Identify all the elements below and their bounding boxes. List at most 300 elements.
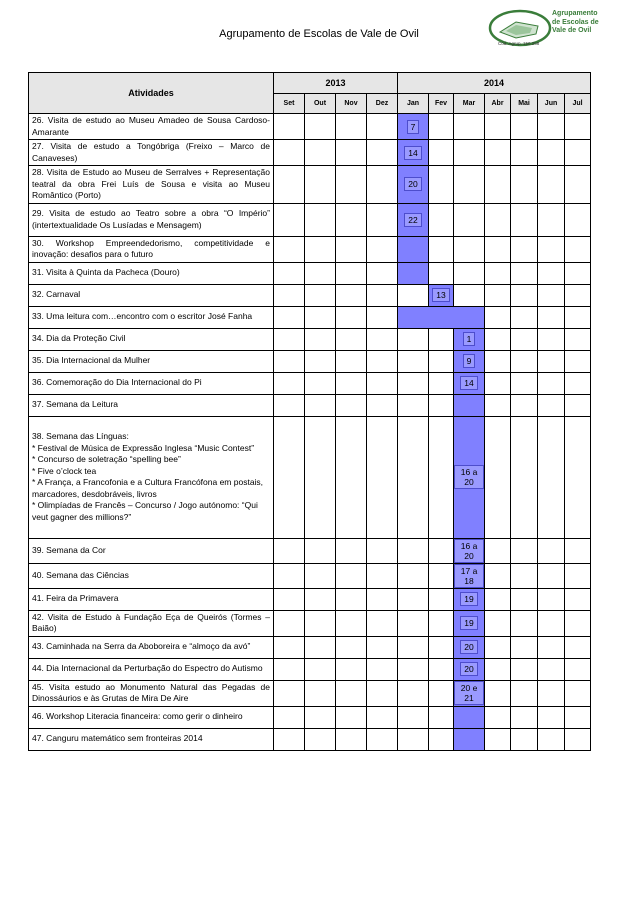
empty-cell-jun — [538, 538, 565, 563]
activity-cell: 45. Visita estudo ao Monumento Natural das Pegadas de Dinossáurios e às Grutas de Mira De Aire — [29, 680, 274, 706]
scheduled-cell-mar — [454, 680, 485, 706]
scheduled-cell-mar — [454, 728, 485, 750]
empty-cell-out — [305, 166, 336, 204]
empty-cell-out — [305, 563, 336, 588]
activity-cell: 34. Dia da Proteção Civil — [29, 328, 274, 350]
activity-cell: 32. Carnaval — [29, 284, 274, 306]
empty-cell-nov — [336, 680, 367, 706]
activity-cell: 27. Visita de estudo a Tongóbriga (Freixo – Marco de Canaveses) — [29, 140, 274, 166]
empty-cell-dez — [367, 306, 398, 328]
empty-cell-nov — [336, 394, 367, 416]
empty-cell-fev — [429, 416, 454, 538]
date-badge: 9 — [463, 354, 476, 368]
empty-cell-jul — [565, 563, 591, 588]
empty-cell-jun — [538, 610, 565, 636]
activity-cell: 31. Visita à Quinta da Pacheca (Douro) — [29, 262, 274, 284]
activity-cell: 29. Visita de estudo ao Teatro sobre a obra “O Império” (intertextualidade Os Lusíadas e Mensagem) — [29, 203, 274, 236]
empty-cell-dez — [367, 728, 398, 750]
empty-cell-abr — [485, 706, 511, 728]
empty-cell-abr — [485, 306, 511, 328]
empty-cell-jun — [538, 114, 565, 140]
empty-cell-jan — [398, 588, 429, 610]
empty-cell-nov — [336, 284, 367, 306]
empty-cell-dez — [367, 680, 398, 706]
table-row — [29, 416, 591, 538]
empty-cell-jul — [565, 416, 591, 538]
activity-cell: 40. Semana das Ciências — [29, 563, 274, 588]
activity-cell: 43. Caminhada na Serra da Aboboreira e “almoço da avó” — [29, 636, 274, 658]
date-badge: 20 — [460, 640, 477, 654]
empty-cell-dez — [367, 114, 398, 140]
activities-header: Atividades — [29, 73, 274, 114]
empty-cell-mar — [454, 140, 485, 166]
empty-cell-mar — [454, 203, 485, 236]
activity-cell: 42. Visita de Estudo à Fundação Eça de Queirós (Tormes – Baião) — [29, 610, 274, 636]
activity-cell: 33. Uma leitura com…encontro com o escritor José Fanha — [29, 306, 274, 328]
scheduled-cell-mar — [454, 328, 485, 350]
month-header-jul: Jul — [565, 94, 591, 114]
empty-cell-abr — [485, 563, 511, 588]
table-row — [29, 588, 591, 610]
empty-cell-fev — [429, 166, 454, 204]
scheduled-cell-jan — [398, 166, 429, 204]
scheduled-cell-mar — [454, 636, 485, 658]
empty-cell-jul — [565, 166, 591, 204]
table-row — [29, 328, 591, 350]
empty-cell-fev — [429, 538, 454, 563]
empty-cell-mar — [454, 236, 485, 262]
date-badge: 14 — [460, 376, 477, 390]
empty-cell-abr — [485, 114, 511, 140]
empty-cell-mai — [511, 636, 538, 658]
empty-cell-mar — [454, 114, 485, 140]
empty-cell-out — [305, 328, 336, 350]
empty-cell-fev — [429, 372, 454, 394]
empty-cell-nov — [336, 350, 367, 372]
empty-cell-dez — [367, 588, 398, 610]
empty-cell-nov — [336, 610, 367, 636]
table-row — [29, 563, 591, 588]
empty-cell-set — [274, 262, 305, 284]
date-badge: 22 — [404, 213, 421, 227]
table-row — [29, 114, 591, 140]
empty-cell-fev — [429, 680, 454, 706]
empty-cell-jul — [565, 114, 591, 140]
empty-cell-jan — [398, 680, 429, 706]
empty-cell-mai — [511, 588, 538, 610]
empty-cell-fev — [429, 203, 454, 236]
empty-cell-nov — [336, 372, 367, 394]
empty-cell-jun — [538, 706, 565, 728]
month-header-jan: Jan — [398, 94, 429, 114]
empty-cell-nov — [336, 306, 367, 328]
empty-cell-set — [274, 706, 305, 728]
logo-subtext: Cód. Agrup. 150 258 — [498, 41, 540, 46]
empty-cell-abr — [485, 394, 511, 416]
empty-cell-out — [305, 372, 336, 394]
empty-cell-jul — [565, 538, 591, 563]
year-header-2013: 2013 — [274, 73, 398, 94]
date-badge: 14 — [404, 146, 421, 160]
empty-cell-jan — [398, 563, 429, 588]
empty-cell-mai — [511, 114, 538, 140]
table-row — [29, 203, 591, 236]
empty-cell-abr — [485, 680, 511, 706]
scheduled-cell-mar — [454, 658, 485, 680]
table-row — [29, 728, 591, 750]
empty-cell-abr — [485, 166, 511, 204]
empty-cell-jun — [538, 140, 565, 166]
empty-cell-mai — [511, 416, 538, 538]
scheduled-cell-jan — [398, 262, 429, 284]
empty-cell-jan — [398, 328, 429, 350]
empty-cell-abr — [485, 658, 511, 680]
empty-cell-set — [274, 610, 305, 636]
empty-cell-abr — [485, 350, 511, 372]
empty-cell-set — [274, 728, 305, 750]
empty-cell-jul — [565, 140, 591, 166]
empty-cell-nov — [336, 262, 367, 284]
table-row — [29, 350, 591, 372]
empty-cell-nov — [336, 588, 367, 610]
empty-cell-mar — [454, 284, 485, 306]
date-badge: 16 a 20 — [454, 465, 484, 489]
table-row — [29, 706, 591, 728]
empty-cell-out — [305, 588, 336, 610]
empty-cell-fev — [429, 706, 454, 728]
table-row — [29, 236, 591, 262]
scheduled-cell-jan — [398, 140, 429, 166]
empty-cell-jan — [398, 416, 429, 538]
empty-cell-fev — [429, 236, 454, 262]
empty-cell-fev — [429, 610, 454, 636]
empty-cell-dez — [367, 706, 398, 728]
empty-cell-jun — [538, 284, 565, 306]
empty-cell-abr — [485, 538, 511, 563]
month-header-out: Out — [305, 94, 336, 114]
empty-cell-abr — [485, 416, 511, 538]
empty-cell-set — [274, 114, 305, 140]
empty-cell-nov — [336, 166, 367, 204]
scheduled-cell-mar — [454, 538, 485, 563]
empty-cell-dez — [367, 328, 398, 350]
date-badge: 7 — [407, 120, 420, 134]
scheduled-cell-mar — [454, 372, 485, 394]
empty-cell-abr — [485, 203, 511, 236]
scheduled-cell-mar — [454, 610, 485, 636]
empty-cell-set — [274, 350, 305, 372]
empty-cell-dez — [367, 372, 398, 394]
empty-cell-set — [274, 372, 305, 394]
empty-cell-abr — [485, 236, 511, 262]
empty-cell-mai — [511, 728, 538, 750]
empty-cell-jul — [565, 658, 591, 680]
scheduled-cell-mar — [454, 563, 485, 588]
empty-cell-fev — [429, 350, 454, 372]
activity-cell: 30. Workshop Empreendedorismo, competitividade e inovação: desafios para o futuro — [29, 236, 274, 262]
empty-cell-fev — [429, 140, 454, 166]
empty-cell-jul — [565, 728, 591, 750]
empty-cell-nov — [336, 728, 367, 750]
table-row — [29, 284, 591, 306]
empty-cell-set — [274, 306, 305, 328]
empty-cell-out — [305, 706, 336, 728]
activity-cell: 47. Canguru matemático sem fronteiras 2014 — [29, 728, 274, 750]
empty-cell-out — [305, 140, 336, 166]
empty-cell-jun — [538, 372, 565, 394]
date-badge: 20 e 21 — [454, 681, 484, 705]
activity-cell: 39. Semana da Cor — [29, 538, 274, 563]
empty-cell-dez — [367, 610, 398, 636]
empty-cell-jun — [538, 306, 565, 328]
activity-cell: 26. Visita de estudo ao Museu Amadeo de Sousa Cardoso- Amarante — [29, 114, 274, 140]
date-badge: 19 — [460, 592, 477, 606]
empty-cell-dez — [367, 166, 398, 204]
empty-cell-mai — [511, 328, 538, 350]
empty-cell-dez — [367, 262, 398, 284]
date-badge: 13 — [432, 288, 449, 302]
empty-cell-mai — [511, 658, 538, 680]
activity-cell: 44. Dia Internacional da Perturbação do Espectro do Autismo — [29, 658, 274, 680]
empty-cell-jun — [538, 728, 565, 750]
empty-cell-set — [274, 140, 305, 166]
empty-cell-abr — [485, 372, 511, 394]
empty-cell-jun — [538, 166, 565, 204]
empty-cell-dez — [367, 350, 398, 372]
table-row — [29, 538, 591, 563]
empty-cell-fev — [429, 114, 454, 140]
empty-cell-mai — [511, 680, 538, 706]
empty-cell-jan — [398, 284, 429, 306]
empty-cell-nov — [336, 236, 367, 262]
activity-cell: 46. Workshop Literacia financeira: como gerir o dinheiro — [29, 706, 274, 728]
empty-cell-nov — [336, 140, 367, 166]
empty-cell-mai — [511, 350, 538, 372]
page-header-title: Agrupamento de Escolas de Vale de Ovil — [219, 28, 419, 40]
empty-cell-jan — [398, 538, 429, 563]
empty-cell-jul — [565, 328, 591, 350]
empty-cell-set — [274, 563, 305, 588]
empty-cell-out — [305, 262, 336, 284]
activity-cell: 37. Semana da Leitura — [29, 394, 274, 416]
activity-cell: 35. Dia Internacional da Mulher — [29, 350, 274, 372]
table-row — [29, 610, 591, 636]
empty-cell-fev — [429, 394, 454, 416]
empty-cell-out — [305, 284, 336, 306]
activity-cell: 38. Semana das Línguas: * Festival de Música de Expressão Inglesa “Music Contest” * Concurso de soletração “spelling bee” * Five o’clock tea * A França, a Francofonia e a Cultura Francófona em postais, marcadores, desdobráveis, livros * Olimpíadas de Francês – Concurso / Jogo autónomo: “Qui veut gagner des millions?” — [29, 416, 274, 538]
empty-cell-dez — [367, 563, 398, 588]
table-row — [29, 680, 591, 706]
table-row — [29, 658, 591, 680]
empty-cell-nov — [336, 328, 367, 350]
table-row — [29, 166, 591, 204]
empty-cell-abr — [485, 140, 511, 166]
empty-cell-jun — [538, 328, 565, 350]
empty-cell-jul — [565, 306, 591, 328]
empty-cell-jun — [538, 236, 565, 262]
empty-cell-jan — [398, 394, 429, 416]
empty-cell-nov — [336, 658, 367, 680]
empty-cell-abr — [485, 284, 511, 306]
scheduled-cell-jan — [398, 114, 429, 140]
empty-cell-set — [274, 166, 305, 204]
empty-cell-jan — [398, 636, 429, 658]
month-header-jun: Jun — [538, 94, 565, 114]
empty-cell-set — [274, 538, 305, 563]
date-badge: 17 a 18 — [454, 564, 484, 588]
empty-cell-mai — [511, 306, 538, 328]
scheduled-cell-mar — [454, 350, 485, 372]
scheduled-cell-jan — [398, 306, 485, 328]
empty-cell-jun — [538, 636, 565, 658]
activity-cell: 36. Comemoração do Dia Internacional do Pi — [29, 372, 274, 394]
date-badge: 1 — [463, 332, 476, 346]
empty-cell-fev — [429, 658, 454, 680]
empty-cell-abr — [485, 262, 511, 284]
empty-cell-dez — [367, 658, 398, 680]
empty-cell-jun — [538, 203, 565, 236]
month-header-dez: Dez — [367, 94, 398, 114]
empty-cell-jun — [538, 394, 565, 416]
scheduled-cell-jan — [398, 203, 429, 236]
year-header-2014: 2014 — [398, 73, 591, 94]
empty-cell-jul — [565, 610, 591, 636]
empty-cell-jun — [538, 658, 565, 680]
empty-cell-set — [274, 236, 305, 262]
empty-cell-mai — [511, 394, 538, 416]
empty-cell-out — [305, 610, 336, 636]
empty-cell-abr — [485, 588, 511, 610]
empty-cell-mar — [454, 166, 485, 204]
empty-cell-set — [274, 203, 305, 236]
date-badge: 20 — [404, 177, 421, 191]
scheduled-cell-mar — [454, 416, 485, 538]
table-row — [29, 306, 591, 328]
empty-cell-mai — [511, 236, 538, 262]
scheduled-cell-mar — [454, 588, 485, 610]
month-header-set: Set — [274, 94, 305, 114]
empty-cell-mai — [511, 262, 538, 284]
empty-cell-mar — [454, 262, 485, 284]
empty-cell-mai — [511, 610, 538, 636]
empty-cell-jul — [565, 262, 591, 284]
empty-cell-jul — [565, 284, 591, 306]
empty-cell-fev — [429, 328, 454, 350]
empty-cell-out — [305, 680, 336, 706]
empty-cell-jun — [538, 262, 565, 284]
date-badge: 16 a 20 — [454, 539, 484, 563]
table-row — [29, 140, 591, 166]
month-header-mar: Mar — [454, 94, 485, 114]
empty-cell-fev — [429, 563, 454, 588]
empty-cell-mai — [511, 284, 538, 306]
empty-cell-set — [274, 416, 305, 538]
empty-cell-jan — [398, 372, 429, 394]
empty-cell-nov — [336, 563, 367, 588]
logo-text: Agrupamento de Escolas de Vale de Ovil — [552, 10, 599, 34]
empty-cell-set — [274, 328, 305, 350]
empty-cell-jun — [538, 680, 565, 706]
empty-cell-out — [305, 394, 336, 416]
empty-cell-fev — [429, 588, 454, 610]
empty-cell-jun — [538, 350, 565, 372]
empty-cell-dez — [367, 538, 398, 563]
month-header-mai: Mai — [511, 94, 538, 114]
empty-cell-out — [305, 114, 336, 140]
empty-cell-jul — [565, 372, 591, 394]
empty-cell-out — [305, 350, 336, 372]
empty-cell-fev — [429, 728, 454, 750]
empty-cell-mai — [511, 140, 538, 166]
empty-cell-jan — [398, 706, 429, 728]
empty-cell-set — [274, 636, 305, 658]
empty-cell-jul — [565, 636, 591, 658]
empty-cell-mai — [511, 372, 538, 394]
empty-cell-jun — [538, 416, 565, 538]
activity-cell: 28. Visita de Estudo ao Museu de Serralves + Representação teatral da obra Frei Luís de Sousa e visita ao Museu Romântico (Porto) — [29, 166, 274, 204]
empty-cell-jul — [565, 588, 591, 610]
date-badge: 20 — [460, 662, 477, 676]
empty-cell-out — [305, 416, 336, 538]
empty-cell-set — [274, 588, 305, 610]
table-row — [29, 372, 591, 394]
empty-cell-dez — [367, 284, 398, 306]
empty-cell-jan — [398, 728, 429, 750]
empty-cell-out — [305, 658, 336, 680]
scheduled-cell-jan — [398, 236, 429, 262]
empty-cell-set — [274, 284, 305, 306]
empty-cell-nov — [336, 416, 367, 538]
empty-cell-jun — [538, 563, 565, 588]
empty-cell-out — [305, 306, 336, 328]
table-row — [29, 636, 591, 658]
table-row — [29, 394, 591, 416]
scheduled-cell-mar — [454, 394, 485, 416]
empty-cell-dez — [367, 394, 398, 416]
empty-cell-abr — [485, 728, 511, 750]
school-logo — [486, 8, 610, 48]
empty-cell-jan — [398, 658, 429, 680]
month-header-fev: Fev — [429, 94, 454, 114]
empty-cell-set — [274, 658, 305, 680]
activities-schedule-table — [28, 72, 591, 751]
empty-cell-jul — [565, 706, 591, 728]
empty-cell-jun — [538, 588, 565, 610]
empty-cell-out — [305, 203, 336, 236]
empty-cell-nov — [336, 203, 367, 236]
empty-cell-jul — [565, 680, 591, 706]
date-badge: 19 — [460, 616, 477, 630]
month-header-abr: Abr — [485, 94, 511, 114]
empty-cell-dez — [367, 636, 398, 658]
empty-cell-out — [305, 538, 336, 563]
activity-cell: 41. Feira da Primavera — [29, 588, 274, 610]
empty-cell-set — [274, 394, 305, 416]
empty-cell-nov — [336, 538, 367, 563]
empty-cell-set — [274, 680, 305, 706]
empty-cell-abr — [485, 610, 511, 636]
empty-cell-mai — [511, 563, 538, 588]
empty-cell-jul — [565, 236, 591, 262]
empty-cell-jul — [565, 203, 591, 236]
empty-cell-nov — [336, 114, 367, 140]
empty-cell-dez — [367, 416, 398, 538]
empty-cell-out — [305, 728, 336, 750]
empty-cell-jan — [398, 610, 429, 636]
table-row — [29, 262, 591, 284]
empty-cell-out — [305, 636, 336, 658]
empty-cell-nov — [336, 636, 367, 658]
